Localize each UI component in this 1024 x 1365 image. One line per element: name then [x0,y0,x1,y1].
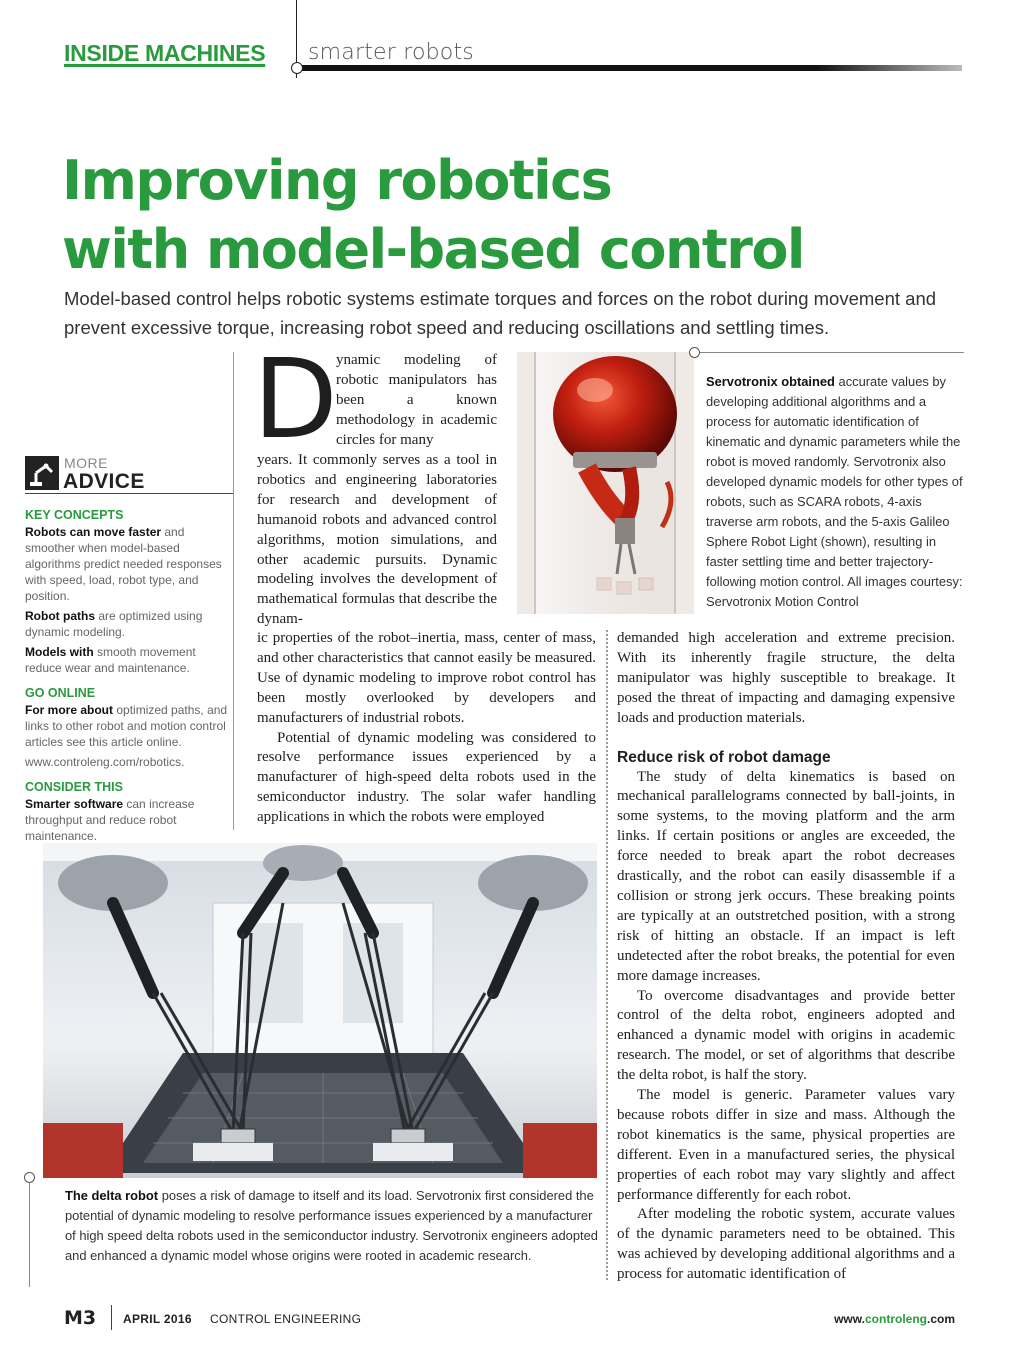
robot-arm-icon [25,456,59,490]
drop-cap: D [253,335,338,463]
col2-paragraph-1: demanded high acceleration and extreme precision. With its inherently fragile structure, the delta manipulator was highly susceptible to breakage. It posed the threat of impacting and damaging expensive loads and production materials. [617,630,955,726]
key-concept-1: Robots can move faster and smoother when model-based algorithms predict needed responses with speed, load, robot type, and position. [25,525,222,603]
sphere-robot-photo [517,352,694,614]
magazine-name: CONTROL ENGINEERING [210,1312,362,1326]
sphere-robot-caption: Servotronix obtained accurate values by developing additional algorithms and a process for automatic identification of kinematic and dynamic parameters while the robot is moved randomly. Servotronix also developed dynamic models for other types of robots, such as SCARA robots, 4-axis traverse arm robots, and the 5-axis Galileo Sphere Robot Light (shown), resulting in faster settling time and better trajectory-following motion control. All images courtesy: Servotronix Motion Control [706,374,963,609]
more-advice-label-bottom: ADVICE [63,470,145,493]
go-online-text: For more about optimized paths, and links to other robot and motion control articles see this article online. [25,703,228,749]
delta-robot-caption: The delta robot poses a risk of damage to itself and its load. Servotronix first considered the potential of dynamic modeling to resolve performance issues experienced by a manufacturer of high speed delta robots used in the semiconductor industry. Servotronix engineers adopted and enhanced a dynamic model whose origins were rooted in academic research. [65,1188,598,1263]
caption-dot [689,347,700,358]
body-paragraph-1-mid: years. It commonly serves as a tool in robotics and engineering laboratories for research and development of humanoid robots and advanced control algorithms, motion simulations, and other academic pursuits. Dynamic modeling involves the development of mathematical formulas that describe the dynam- [257,452,497,628]
body-paragraph-2: Potential of dynamic modeling was considered to resolve performance issues experienced by a manufacturer of high-speed delta robots used in the semiconductor industry. The solar wafer handling applications in which the robots were employed [257,729,596,826]
sidebar [25,507,228,848]
title-line-1: Improving robotics [62,149,612,212]
header-rule [300,65,962,71]
col2-paragraph-3: To overcome disadvantages and provide better control of the delta robot, engineers adopted and enhanced a dynamic model with origins in academic research. The model, or set of algorithms that describe the delta robot, is half the story. [617,987,955,1084]
issue-date: APRIL 2016 [123,1312,192,1326]
consider-this-text: Smarter software can increase throughput and reduce robot maintenance. [25,797,195,843]
more-advice-rule [25,493,233,494]
body-column-2 [617,629,955,1285]
go-online-heading: GO ONLINE [25,686,96,700]
article-title [62,146,962,284]
header-rule-dot [291,62,303,74]
article-deck: Model-based control helps robotic systems estimate torques and forces on the robot during movement and prevent excessive torque, increasing robot speed and reducing oscillations and settling times. [64,288,937,338]
section-subtitle: smarter robots [308,40,474,65]
key-concepts-heading: KEY CONCEPTS [25,508,124,522]
col2-paragraph-5: After modeling the robotic system, accurate values of the dynamic parameters need to be obtained. This was achieved by developing additional algorithms and a process for automatic identification of [617,1206,955,1283]
go-online-link[interactable]: www.controleng.com/robotics. [25,755,185,769]
body-column-1-lower [257,629,596,828]
col2-paragraph-2: The study of delta kinematics is based on mechanical parallelograms connected by ball-joints, in some systems, to the moving platform and the arm links. If certain positions or angles are exceeded, the force needed to break apart the robot decreases drastically, and the robot can easily disassemble if a collision or strong jerk occurs. These breaking points are typically at an outstretched position, with a strong risk of hitting an obstacle. If an impact is left undetected after the robot breaks, the potential for even more damage increases. [617,768,955,984]
title-line-2: with model-based control [62,218,804,281]
caption-rule [694,352,964,353]
footer-divider [111,1305,112,1330]
body-lead [336,351,497,451]
subhead: Reduce risk of robot damage [617,748,831,766]
more-advice-label-top: MORE [64,455,108,471]
caption-dot [24,1172,35,1183]
delta-robot-photo [43,843,597,1178]
website-link[interactable]: www.controleng.com [834,1312,955,1326]
body-column-1-upper [257,451,497,630]
body-paragraph-1-tail: ic properties of the robot–inertia, mass, center of mass, and other characteristics that cannot easily be measured. Use of dynamic modeling to improve robot control has been mostly overlooked by developers and manufacturers of industrial robots. [257,630,596,726]
section-kicker: INSIDE MACHINES [64,40,266,66]
key-concept-3: Models with smooth movement reduce wear and maintenance. [25,645,196,675]
page-number: M3 [64,1307,97,1329]
sidebar-divider [233,352,234,830]
body-paragraph-1-lead: ynamic modeling of robotic manipulators has been a known methodology in academic circles for many [336,352,497,448]
consider-this-heading: CONSIDER THIS [25,780,123,794]
key-concept-2: Robot paths are optimized using dynamic modeling. [25,609,203,639]
column-divider [606,630,608,1280]
caption-rule [29,1177,30,1287]
col2-paragraph-4: The model is generic. Parameter values vary because robots differ in size and mass. Although the robot kinematics is the same, physical properties are different. Even in a manufactured series, the physical properties of each robot may vary slightly and affect performance differently for each robot. [617,1087,955,1203]
